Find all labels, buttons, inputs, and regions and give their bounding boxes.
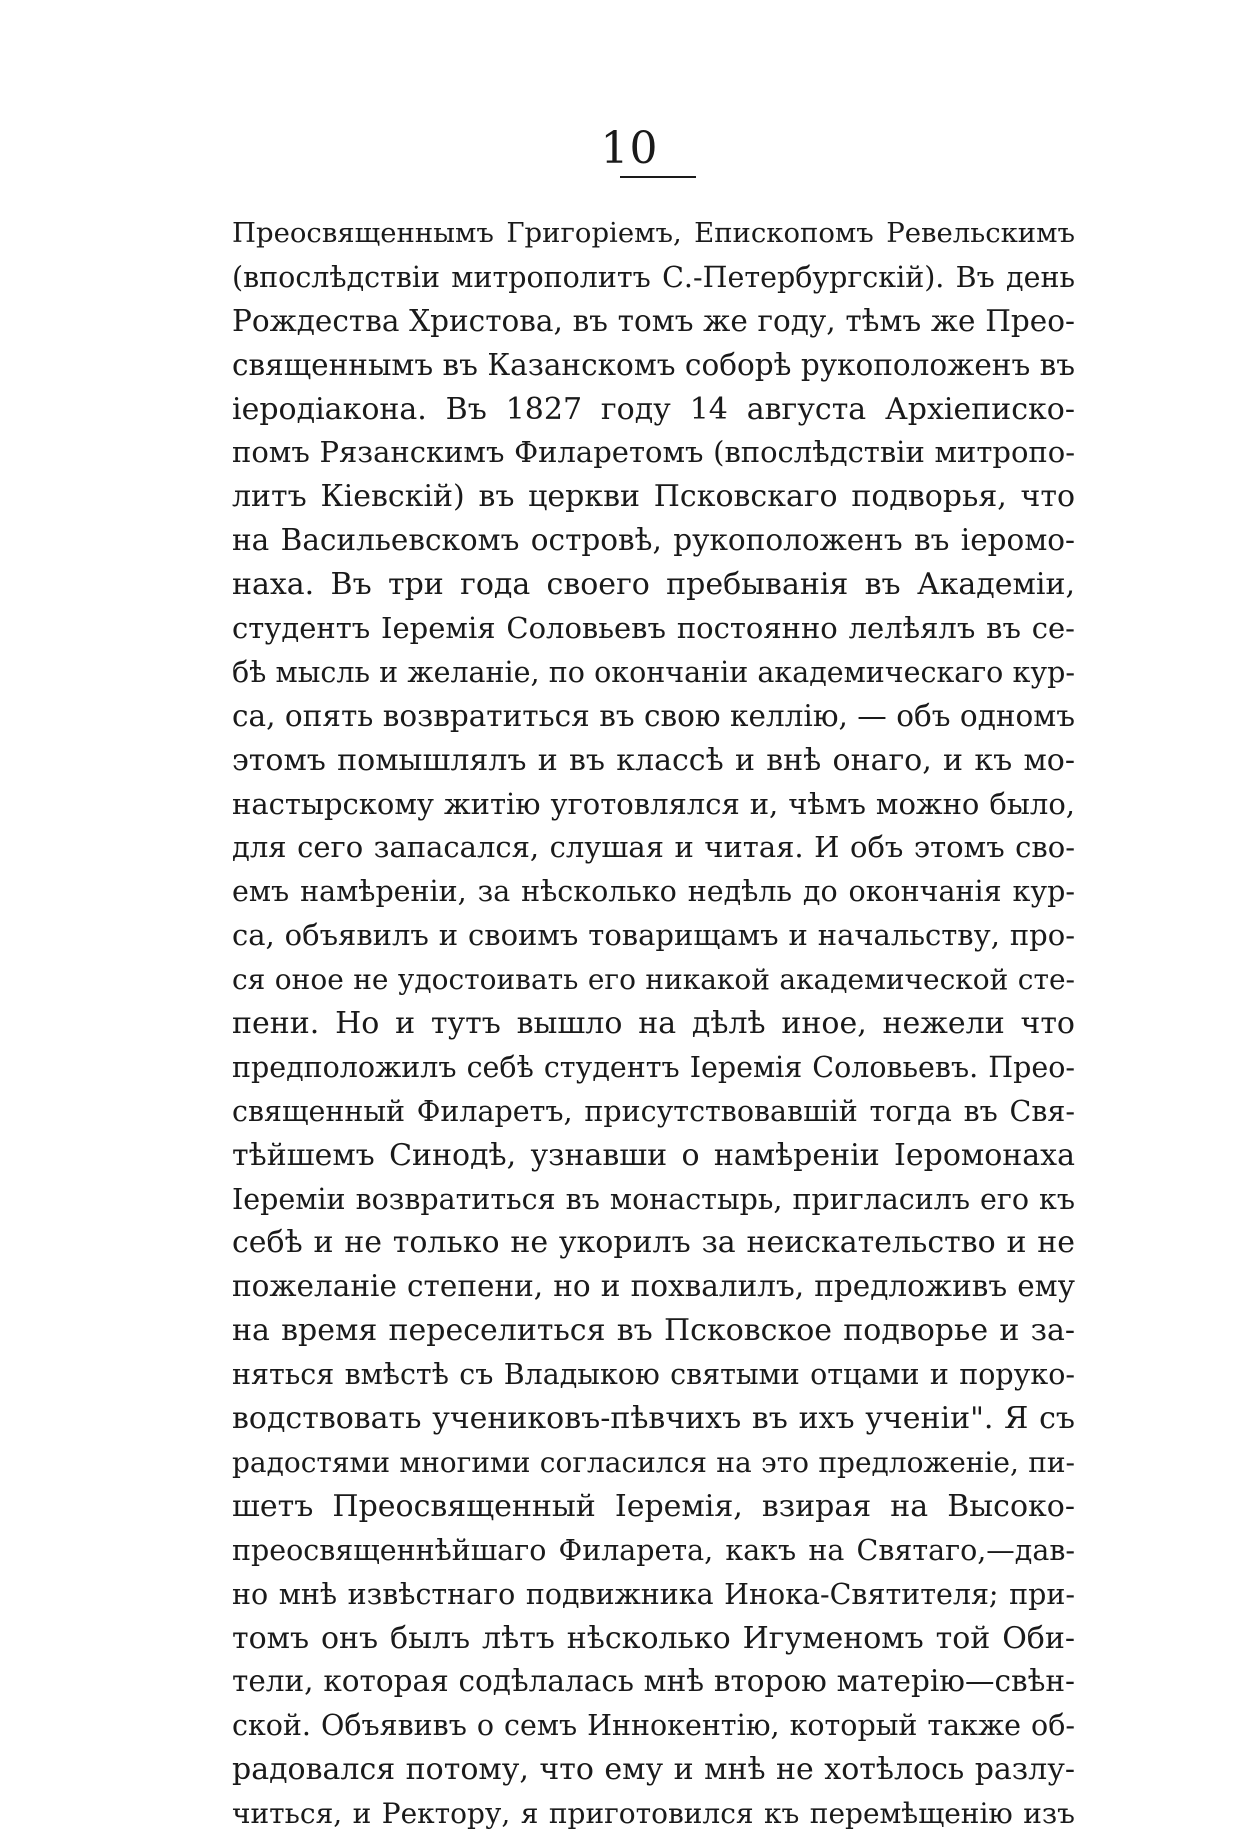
- text-line: пожеланіе степени, но и похвалилъ, предложивъ ему: [232, 1269, 1075, 1304]
- text-line: пени. Но и тутъ вышло на дѣлѣ иное, нежели что: [232, 1006, 1075, 1042]
- text-line: томъ онъ былъ лѣтъ нѣсколько Игуменомъ той Оби-: [232, 1620, 1075, 1656]
- text-line: Іереміи возвратиться въ монастырь, пригласилъ его къ: [232, 1182, 1075, 1216]
- text-line: студентъ Іеремія Соловьевъ постоянно лелѣялъ въ се-: [232, 611, 1075, 646]
- text-line: себѣ и не только не укорилъ за неискательство и не: [232, 1225, 1075, 1261]
- text-line: ся оное не удостоивать его никакой академической сте-: [232, 963, 1075, 997]
- text-line: емъ намѣреніи, за нѣсколько недѣль до окончанія кур-: [232, 875, 1075, 909]
- text-line: іеродіакона. Въ 1827 году 14 августа Архіеписко-: [232, 391, 1075, 427]
- text-line: са, объявилъ и своимъ товарищамъ и начальству, про-: [232, 918, 1075, 953]
- text-line: Рождества Христова, въ томъ же году, тѣмъ же Прео-: [232, 303, 1075, 338]
- text-line: на время переселиться въ Псковское подворье и за-: [232, 1313, 1075, 1349]
- text-line: Преосвященнымъ Григоріемъ, Епископомъ Ревельскимъ: [232, 217, 1075, 249]
- text-line: тели, которая содѣлалась мнѣ второю матерію—свѣн-: [232, 1664, 1075, 1699]
- text-line: тѣйшемъ Синодѣ, узнавши о намѣреніи Іеромонаха: [232, 1137, 1075, 1173]
- text-line: для сего запасался, слушая и читая. И объ этомъ сво-: [232, 830, 1075, 865]
- text-line: священнымъ въ Казанскомъ соборѣ рукоположенъ въ: [232, 347, 1075, 382]
- text-line: читься, и Ректору, я приготовился къ перемѣщенію изъ: [232, 1797, 1075, 1831]
- text-line: литъ Кіевскій) въ церкви Псковскаго подворья, что: [232, 479, 1075, 515]
- text-line: но мнѣ извѣстнаго подвижника Инока-Святителя; при-: [232, 1577, 1075, 1611]
- text-line: наха. Въ три года своего пребыванія въ Академіи,: [232, 567, 1075, 603]
- text-line: (впослѣдствіи митрополитъ С.-Петербургскій). Въ день: [232, 260, 1075, 294]
- text-line: настырскому житію уготовлялся и, чѣмъ можно было,: [232, 786, 1075, 821]
- text-line: шетъ Преосвященный Іеремія, взирая на Высоко-: [232, 1488, 1075, 1524]
- page-number-rule: [620, 176, 696, 178]
- text-line: на Васильевскомъ островѣ, рукоположенъ въ іеромо-: [232, 523, 1075, 558]
- page-number: 10: [600, 123, 659, 174]
- text-line: этомъ помышлялъ и въ классѣ и внѣ онаго, и къ мо-: [232, 742, 1075, 778]
- text-line: са, опять возвратиться въ свою келлію, — объ одномъ: [232, 698, 1075, 733]
- text-line: няться вмѣстѣ съ Владыкою святыми отцами и поруко-: [232, 1358, 1075, 1392]
- text-line: ской. Объявивъ о семъ Иннокентію, который также об-: [232, 1709, 1075, 1743]
- text-line: помъ Рязанскимъ Филаретомъ (впослѣдствіи митропо-: [232, 435, 1075, 470]
- text-line: бѣ мысль и желаніе, по окончаніи академическаго кур-: [232, 655, 1075, 689]
- text-line: предположилъ себѣ студентъ Іеремія Соловьевъ. Прео-: [232, 1050, 1075, 1084]
- body-text: [232, 212, 1075, 1836]
- text-line: радостями многими согласился на это предложеніе, пи-: [232, 1445, 1075, 1479]
- text-line: радовался потому, что ему и мнѣ не хотѣлось разлу-: [232, 1752, 1075, 1788]
- text-line: преосвященнѣйшаго Филарета, какъ на Святаго,—дав-: [232, 1533, 1075, 1567]
- text-line: водствовать учениковъ-пѣвчихъ въ ихъ ученіи". Я съ: [232, 1401, 1075, 1437]
- text-line: священный Филаретъ, присутствовавшій тогда въ Свя-: [232, 1094, 1075, 1128]
